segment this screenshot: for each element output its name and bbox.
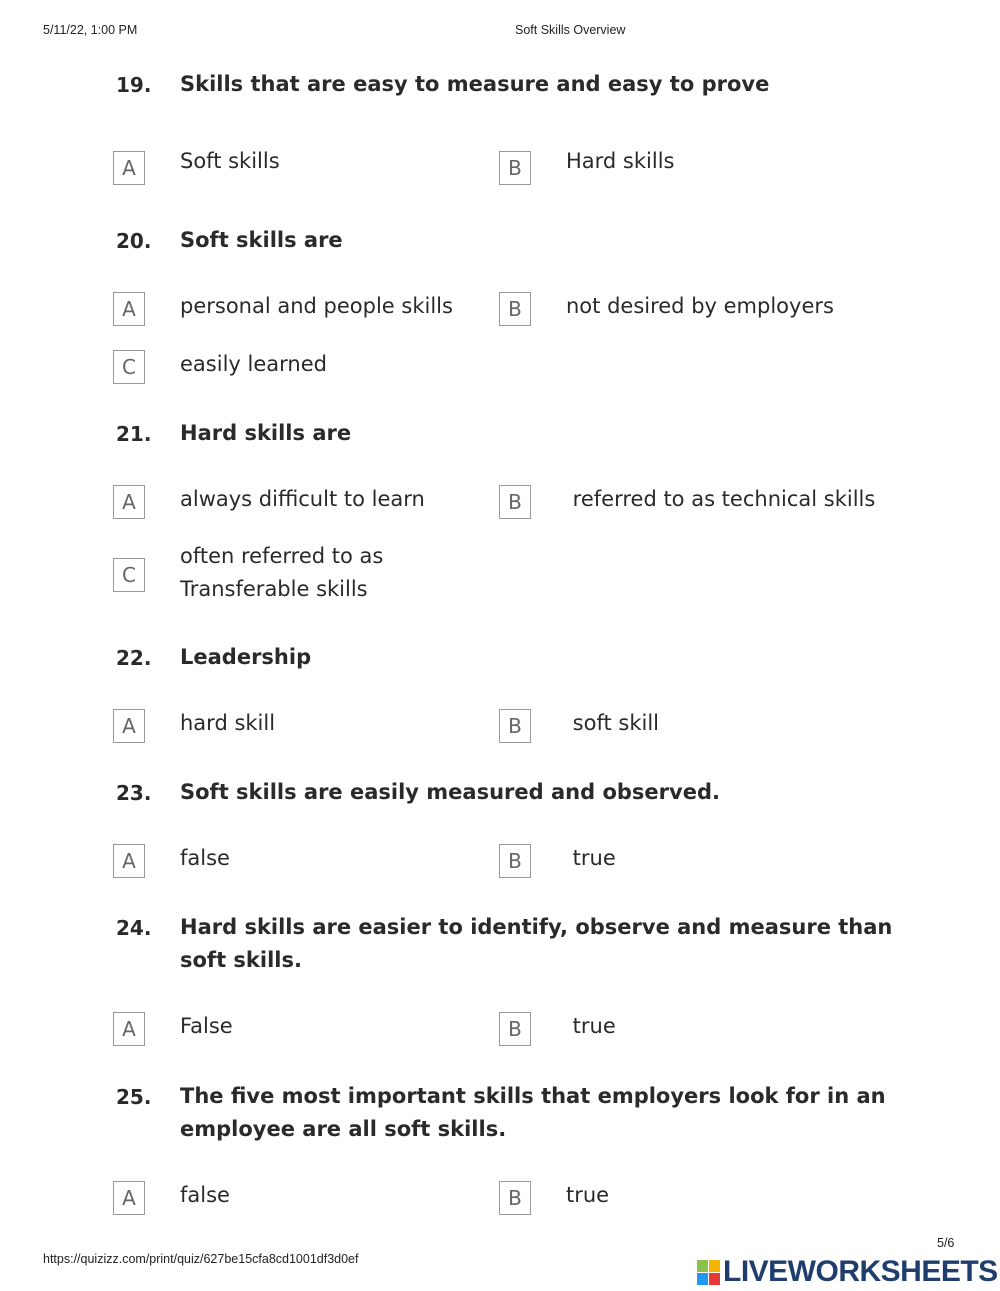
option-c-box[interactable]: C bbox=[113, 558, 145, 592]
question-number: 22. bbox=[116, 646, 152, 670]
logo-cubes-icon bbox=[697, 1260, 720, 1285]
question-number: 24. bbox=[116, 916, 152, 940]
option-a-text: hard skill bbox=[180, 711, 276, 735]
option-b-text: true bbox=[566, 846, 616, 870]
option-a-box[interactable]: A bbox=[113, 292, 145, 326]
question-number: 21. bbox=[116, 422, 152, 446]
option-b-text: not desired by employers bbox=[566, 294, 834, 318]
print-datetime: 5/11/22, 1:00 PM bbox=[43, 23, 138, 37]
option-b-box[interactable]: B bbox=[499, 292, 531, 326]
question-number: 23. bbox=[116, 781, 152, 805]
option-b-box[interactable]: B bbox=[499, 485, 531, 519]
option-a-box[interactable]: A bbox=[113, 844, 145, 878]
option-b-text: true bbox=[566, 1183, 610, 1207]
option-b-text: referred to as technical skills bbox=[566, 487, 876, 511]
option-a-box[interactable]: A bbox=[113, 485, 145, 519]
question-text: Hard skills are easier to identify, observe and measure than soft skills. bbox=[180, 915, 893, 972]
option-a-text: personal and people skills bbox=[180, 294, 453, 318]
option-b-text: soft skill bbox=[566, 711, 660, 735]
footer-url[interactable]: https://quizizz.com/print/quiz/627be15cfa8cd1001df3d0ef bbox=[43, 1252, 359, 1266]
liveworksheets-logo bbox=[697, 1255, 998, 1289]
option-b-box[interactable]: B bbox=[499, 1181, 531, 1215]
option-b-box[interactable]: B bbox=[499, 1012, 531, 1046]
option-a-text: false bbox=[180, 1183, 230, 1207]
option-a-text: False bbox=[180, 1014, 233, 1038]
option-b-text: Hard skills bbox=[566, 149, 675, 173]
option-c-box[interactable]: C bbox=[113, 350, 145, 384]
option-b-box[interactable]: B bbox=[499, 709, 531, 743]
option-a-box[interactable]: A bbox=[113, 151, 145, 185]
question-text: Leadership bbox=[180, 645, 312, 669]
question-number: 25. bbox=[116, 1085, 152, 1109]
question-text: Skills that are easy to measure and easy to prove bbox=[180, 72, 770, 96]
option-c-text: easily learned bbox=[180, 352, 327, 376]
option-c-text: often referred to as Transferable skills bbox=[180, 544, 384, 601]
option-a-text: false bbox=[180, 846, 230, 870]
option-b-box[interactable]: B bbox=[499, 844, 531, 878]
question-text: The five most important skills that employers look for in an employee are all soft skills. bbox=[180, 1084, 886, 1141]
question-text: Soft skills are easily measured and observed. bbox=[180, 780, 720, 804]
question-number: 19. bbox=[116, 73, 152, 97]
question-text: Soft skills are bbox=[180, 228, 343, 252]
option-b-box[interactable]: B bbox=[499, 151, 531, 185]
option-a-text: always difficult to learn bbox=[180, 487, 425, 511]
question-number: 20. bbox=[116, 229, 152, 253]
option-a-box[interactable]: A bbox=[113, 709, 145, 743]
document-title: Soft Skills Overview bbox=[515, 23, 626, 37]
option-a-text: Soft skills bbox=[180, 149, 280, 173]
option-a-box[interactable]: A bbox=[113, 1012, 145, 1046]
option-a-box[interactable]: A bbox=[113, 1181, 145, 1215]
logo-wordmark: LIVEWORKSHEETS bbox=[723, 1255, 998, 1288]
question-text: Hard skills are bbox=[180, 421, 352, 445]
option-b-text: true bbox=[566, 1014, 616, 1038]
page-number: 5/6 bbox=[937, 1236, 955, 1250]
